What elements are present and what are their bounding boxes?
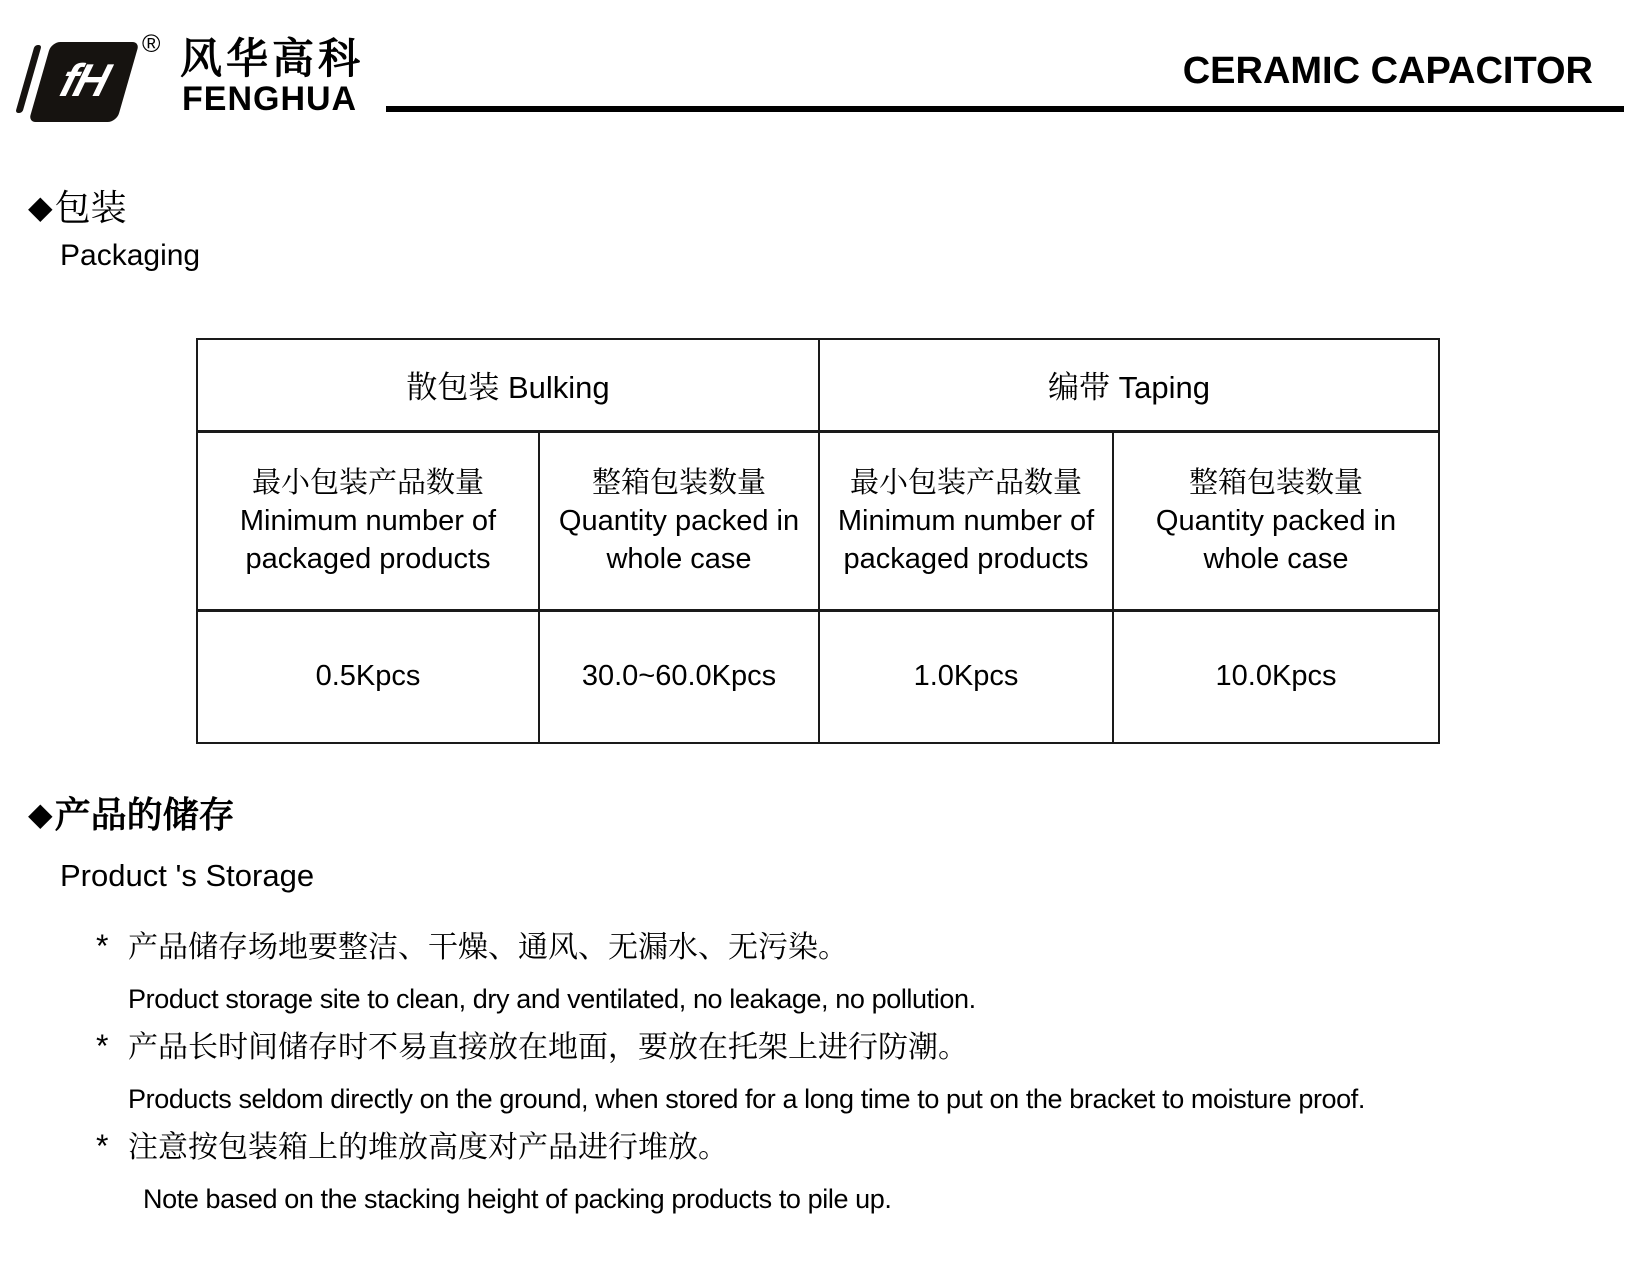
note-text: 注意按包装箱上的堆放高度对产品进行堆放。 — [128, 1131, 728, 1164]
subheader-en-line1: Quantity packed in — [1155, 504, 1397, 537]
fenghua-logo-monogram: fH — [54, 54, 115, 106]
subheader-en-line1: Minimum number of — [837, 504, 1095, 537]
subheader-en-line1: Minimum number of — [239, 504, 497, 537]
subheader-en-line1: Quantity packed in — [558, 504, 800, 537]
value-taping-case: 10.0Kpcs — [1113, 610, 1439, 743]
packaging-heading-en: Packaging — [60, 239, 201, 272]
brand-name-chinese: 风华高科 — [180, 35, 365, 82]
subheader-bulking-case — [539, 431, 819, 610]
subheader-zh: 整箱包装数量 — [1189, 466, 1364, 499]
registered-trademark-icon: ® — [142, 30, 161, 58]
diamond-bullet-icon: ◆ — [28, 189, 53, 225]
group-header-taping: 编带 Taping — [819, 339, 1439, 431]
value-taping-min: 1.0Kpcs — [819, 610, 1113, 743]
subheader-zh: 最小包装产品数量 — [850, 466, 1083, 499]
subheader-en-line2: whole case — [606, 542, 752, 575]
table-subheader-row — [197, 431, 1439, 610]
subheader-taping-case — [1113, 431, 1439, 610]
brand-name-english: FENGHUA — [182, 80, 358, 118]
packaging-section-heading — [28, 188, 127, 228]
subheader-en-line2: whole case — [1203, 542, 1349, 575]
value-bulking-min: 0.5Kpcs — [197, 610, 539, 743]
storage-note-2-zh — [96, 1028, 968, 1066]
storage-heading-en: Product 's Storage — [60, 858, 315, 893]
subheader-zh: 整箱包装数量 — [592, 466, 767, 499]
asterisk-bullet-icon: * — [96, 1128, 109, 1164]
subheader-bulking-min — [197, 431, 539, 610]
table-group-header-row — [197, 339, 1439, 431]
note-text: 产品储存场地要整洁、干燥、通风、无漏水、无污染。 — [128, 931, 848, 964]
table-value-row — [197, 610, 1439, 743]
storage-section-heading — [28, 795, 235, 835]
subheader-en-line2: packaged products — [245, 542, 491, 575]
storage-note-1-en: Product storage site to clean, dry and ventilated, no leakage, no pollution. — [128, 984, 976, 1014]
storage-heading-zh: 产品的储存 — [54, 794, 235, 835]
note-text: 产品长时间储存时不易直接放在地面，要放在托架上进行防潮。 — [128, 1031, 968, 1064]
header-divider-rule — [386, 106, 1624, 112]
storage-note-3-zh — [96, 1128, 728, 1166]
group-header-bulking: 散包装 Bulking — [197, 339, 819, 431]
value-bulking-case: 30.0~60.0Kpcs — [539, 610, 819, 743]
subheader-zh: 最小包装产品数量 — [251, 466, 484, 499]
packaging-table — [196, 338, 1440, 744]
asterisk-bullet-icon: * — [96, 1028, 109, 1064]
storage-note-2-en: Products seldom directly on the ground, when stored for a long time to put on the bracket to moisture proof. — [128, 1084, 1365, 1114]
diamond-bullet-icon: ◆ — [28, 796, 53, 832]
fenghua-logo-icon — [29, 42, 140, 122]
packaging-heading-zh: 包装 — [54, 187, 127, 228]
subheader-en-line2: packaged products — [843, 542, 1089, 575]
storage-note-3-en: Note based on the stacking height of packing products to pile up. — [143, 1184, 892, 1214]
document-title: CERAMIC CAPACITOR — [1182, 50, 1593, 92]
storage-note-1-zh — [96, 928, 848, 966]
asterisk-bullet-icon: * — [96, 928, 109, 964]
subheader-taping-min — [819, 431, 1113, 610]
